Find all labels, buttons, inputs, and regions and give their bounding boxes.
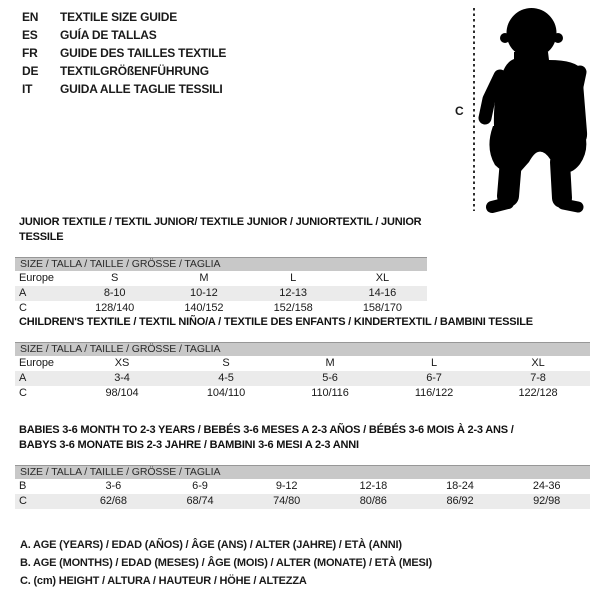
size-value-cell: 74/80 bbox=[273, 495, 301, 507]
height-dotted-line bbox=[473, 8, 475, 211]
language-code: IT bbox=[22, 82, 33, 96]
height-measure-label: C bbox=[455, 104, 464, 118]
height-measure-figure bbox=[440, 0, 600, 222]
table-row bbox=[15, 494, 590, 509]
size-value-cell: L bbox=[290, 272, 297, 284]
junior-size-table-wrap bbox=[15, 257, 427, 316]
guide-title-en: TEXTILE SIZE GUIDE bbox=[60, 10, 178, 24]
babies-size-table-wrap bbox=[15, 465, 590, 509]
size-value-cell: 122/128 bbox=[518, 387, 558, 399]
size-value-cell: 140/152 bbox=[184, 302, 224, 314]
row-label-cell: Europe bbox=[19, 272, 54, 284]
size-value-cell: S bbox=[222, 357, 230, 369]
size-value-cell: 110/116 bbox=[311, 387, 349, 399]
size-value-cell: XL bbox=[375, 272, 389, 284]
language-row-es bbox=[22, 26, 226, 44]
size-value-cell: 24-36 bbox=[532, 480, 561, 492]
size-value-cell: 4-5 bbox=[218, 372, 234, 384]
size-value-cell: 5-6 bbox=[322, 372, 338, 384]
legend-line-a: A. AGE (YEARS) / EDAD (AÑOS) / ÂGE (ANS) / ALTER (JAHRE) / ETÀ (ANNI) bbox=[20, 539, 402, 551]
language-row-fr bbox=[22, 44, 226, 62]
size-value-cell: 8-10 bbox=[103, 287, 126, 299]
section-babies-textile bbox=[15, 423, 590, 509]
size-value-cell: XS bbox=[114, 357, 130, 369]
table-row bbox=[15, 286, 427, 301]
section-children-textile bbox=[15, 315, 590, 401]
size-table-header: SIZE / TALLA / TAILLE / GRÖSSE / TAGLIA bbox=[15, 342, 590, 356]
measure-legend bbox=[20, 536, 432, 590]
size-value-cell: 6-9 bbox=[192, 480, 208, 492]
section-title: CHILDREN'S TEXTILE / TEXTIL NIÑO/A / TEXTILE DES ENFANTS / KINDERTEXTIL / BAMBINI TESSILE bbox=[19, 316, 533, 328]
size-value-cell: M bbox=[199, 272, 209, 284]
language-title-list bbox=[22, 8, 226, 98]
language-row-de bbox=[22, 62, 226, 80]
guide-title-fr: GUIDE DES TAILLES TEXTILE bbox=[60, 46, 227, 60]
row-label-cell: C bbox=[19, 387, 27, 399]
table-row bbox=[15, 371, 590, 386]
row-label-cell: A bbox=[19, 372, 27, 384]
language-code: FR bbox=[22, 46, 38, 60]
babies-size-table bbox=[15, 479, 590, 509]
row-label-cell: C bbox=[19, 495, 27, 507]
section-title-line-1: BABIES 3-6 MONTH TO 2-3 YEARS / BEBÉS 3-6 MESES A 2-3 AÑOS / BÉBÉS 3-6 MOIS À 2-3 ANS / bbox=[19, 424, 514, 436]
row-label-cell: A bbox=[19, 287, 27, 299]
size-value-cell: 68/74 bbox=[186, 495, 214, 507]
guide-title-de: TEXTILGRÖßENFÜHRUNG bbox=[60, 64, 209, 78]
table-row bbox=[15, 479, 590, 494]
language-code: EN bbox=[22, 10, 39, 24]
children-size-table bbox=[15, 356, 590, 401]
table-row bbox=[15, 386, 590, 401]
size-value-cell: XL bbox=[531, 357, 545, 369]
size-value-cell: 12-13 bbox=[279, 287, 307, 299]
size-value-cell: 158/170 bbox=[362, 302, 402, 314]
language-code: DE bbox=[22, 64, 39, 78]
size-value-cell: S bbox=[111, 272, 119, 284]
size-value-cell: 3-4 bbox=[114, 372, 130, 384]
size-value-cell: 7-8 bbox=[530, 372, 546, 384]
section-title-line-2: BABYS 3-6 MONATE BIS 2-3 JAHRE / BAMBINI 3-6 MESI A 2-3 ANNI bbox=[19, 439, 359, 451]
section-title: JUNIOR TEXTILE / TEXTIL JUNIOR/ TEXTILE JUNIOR / JUNIORTEXTIL / JUNIOR TESSILE bbox=[19, 216, 422, 243]
language-row-it bbox=[22, 80, 226, 98]
table-row bbox=[15, 271, 427, 286]
size-value-cell: 3-6 bbox=[105, 480, 122, 492]
language-code: ES bbox=[22, 28, 38, 42]
size-value-cell: 18-24 bbox=[446, 480, 474, 492]
language-row-en bbox=[22, 8, 226, 26]
size-value-cell: 12-18 bbox=[359, 480, 388, 492]
baby-silhouette-icon bbox=[478, 2, 590, 214]
size-value-cell: L bbox=[430, 357, 438, 369]
junior-size-table bbox=[15, 271, 427, 316]
row-label-cell: B bbox=[19, 480, 27, 492]
size-value-cell: 6-7 bbox=[426, 372, 442, 384]
table-row bbox=[15, 356, 590, 371]
size-value-cell: 128/140 bbox=[95, 302, 135, 314]
size-value-cell: 9-12 bbox=[275, 480, 298, 492]
guide-title-es: GUÍA DE TALLAS bbox=[60, 28, 157, 42]
size-value-cell: 152/158 bbox=[273, 302, 313, 314]
size-table-header: SIZE / TALLA / TAILLE / GRÖSSE / TAGLIA bbox=[15, 465, 590, 479]
guide-title-it: GUIDA ALLE TAGLIE TESSILI bbox=[60, 82, 223, 96]
table-row bbox=[15, 301, 427, 316]
size-value-cell: 104/110 bbox=[206, 387, 246, 399]
size-value-cell: 92/98 bbox=[533, 495, 561, 507]
row-label-cell: Europe bbox=[19, 357, 54, 369]
size-value-cell: 86/92 bbox=[446, 495, 474, 507]
size-value-cell: 14-16 bbox=[368, 287, 397, 299]
legend-line-b: B. AGE (MONTHS) / EDAD (MESES) / ÂGE (MOIS) / ALTER (MONATE) / ETÀ (MESI) bbox=[20, 557, 432, 569]
size-table-header: SIZE / TALLA / TAILLE / GRÖSSE / TAGLIA bbox=[15, 257, 427, 271]
children-size-table-wrap bbox=[15, 342, 590, 401]
size-value-cell: M bbox=[325, 357, 335, 369]
size-value-cell: 116/122 bbox=[414, 387, 454, 399]
size-value-cell: 80/86 bbox=[359, 495, 387, 507]
size-value-cell: 98/104 bbox=[105, 387, 139, 399]
size-value-cell: 62/68 bbox=[99, 495, 127, 507]
section-junior-textile bbox=[15, 215, 427, 316]
legend-line-c: C. (cm) HEIGHT / ALTURA / HAUTEUR / HÖHE / ALTEZZA bbox=[20, 575, 307, 587]
size-value-cell: 10-12 bbox=[190, 287, 218, 299]
row-label-cell: C bbox=[19, 302, 27, 314]
